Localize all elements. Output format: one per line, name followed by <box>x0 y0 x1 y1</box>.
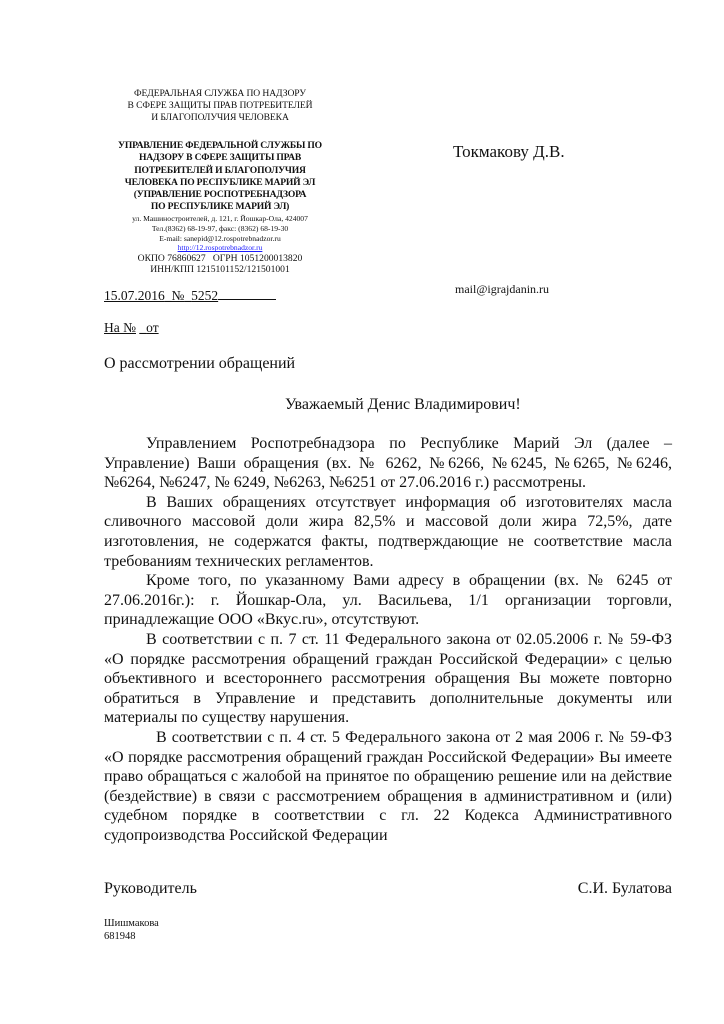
agency-line: В СФЕРЕ ЗАЩИТЫ ПРАВ ПОТРЕБИТЕЛЕЙ <box>127 100 313 111</box>
number-label: № <box>171 288 185 303</box>
phone-fax: Тел.(8362) 68-19-97, факс: (8362) 68-19-30 <box>151 223 289 233</box>
executor-name: Шишмакова <box>104 918 159 929</box>
address: ул. Машиностроителей, д. 121, г. Йошкар-Ола, 424007 <box>132 214 308 223</box>
agency-line: И БЛАГОПОЛУЧИЯ ЧЕЛОВЕКА <box>151 112 289 123</box>
agency-email: E-mail: sanepid@12.rospotrebnadzor.ru <box>159 233 281 243</box>
department-line: УПРАВЛЕНИЕ ФЕДЕРАЛЬНОЙ СЛУЖБЫ ПО <box>118 140 322 151</box>
department-line: ПОТРЕБИТЕЛЕЙ И БЛАГОПОЛУЧИЯ <box>134 164 306 176</box>
letter-subject: О рассмотрении обращений <box>104 355 296 372</box>
signatory-name: С.И. Булатова <box>577 880 672 897</box>
letterhead-agency <box>100 88 340 124</box>
reply-from-label: от <box>146 320 159 335</box>
signatory-title: Руководитель <box>104 880 197 897</box>
department-line: ЧЕЛОВЕКА ПО РЕСПУБЛИКЕ МАРИЙ ЭЛ <box>124 176 316 188</box>
recipient-email: mail@igrajdanin.ru <box>455 282 550 296</box>
body-paragraph: В соответствии с п. 4 ст. 5 Федерального закона от 2 мая 2006 г. № 59-ФЗ «О порядке рассмотрения обращений граждан Российской Федерации» Вы имеете право обращаться с жалобой на принятое по обращению решение или на действие (бездействие) в связи с рассмотрением обращения в административном и (или) судебном порядке в соответствии с гл. 22 Кодекса Административного судопроизводства Российской Федерации <box>104 728 672 844</box>
department-line: НАДЗОРУ В СФЕРЕ ЗАЩИТЫ ПРАВ <box>138 152 302 164</box>
recipient-name: Токмакову Д.В. <box>453 142 565 161</box>
letter-body <box>104 434 672 845</box>
executor-info <box>104 917 159 943</box>
inn-kpp: ИНН/КПП 1215101152/121501001 <box>150 264 290 276</box>
okpo-ogrn: ОКПО 76860627 ОГРН 1051200013820 <box>137 253 303 265</box>
body-paragraph: В соответствии с п. 7 ст. 11 Федерального закона от 02.05.2006 г. № 59-ФЗ «О порядке рассмотрения обращений граждан Российской Федерации» с целью объективного и всестороннего рассмотрения обращения Вы можете повторно обратиться в Управление и представить дополнительные документы или материалы по существу нарушения. <box>104 630 672 727</box>
incoming-reference: На № _от <box>104 320 159 335</box>
number-blank <box>218 287 276 300</box>
body-paragraph: Кроме того, по указанному Вами адресу в обращении (вх. № 6245 от 27.06.2016г.): г. Йошкар-Ола, ул. Васильева, 1/1 организации торговли, принадлежащие ООО «Вкус.ru», отсутствуют. <box>104 572 672 629</box>
agency-line: ФЕДЕРАЛЬНАЯ СЛУЖБА ПО НАДЗОРУ <box>134 88 306 99</box>
department-line: (УПРАВЛЕНИЕ РОСПОТРЕБНАДЗОРА <box>133 189 307 201</box>
letterhead-contacts <box>100 214 340 275</box>
outgoing-reference: 15.07.2016_№_5252 <box>104 287 276 304</box>
letter-number: 5252 <box>191 288 219 303</box>
reply-to-label: На № <box>104 320 136 335</box>
department-line: ПО РЕСПУБЛИКЕ МАРИЙ ЭЛ) <box>150 201 290 213</box>
executor-phone: 681948 <box>104 931 136 942</box>
letter-date: 15.07.2016 <box>104 288 165 303</box>
agency-website-link[interactable]: http://12.rospotrebnadzor.ru <box>177 243 263 253</box>
body-paragraph: Управлением Роспотребнадзора по Республике Марий Эл (далее – Управление) Ваши обращения (вх. № 6262, №6266, №6245, №6265, №6246, №6264, №6247, № 6249, №6263, №6251 от 27.06.2016 г.) рассмотрены. <box>104 435 672 492</box>
greeting: Уважаемый Денис Владимирович! <box>285 396 521 413</box>
letterhead-department <box>100 140 340 214</box>
body-paragraph: В Ваших обращениях отсутствует информация об изготовителях масла сливочного массовой доли жира 82,5% и массовой доли жира 72,5%, дате изготовления, не содержатся факты, подтверждающие не соответствие масла требованиям технических регламентов. <box>104 493 672 570</box>
